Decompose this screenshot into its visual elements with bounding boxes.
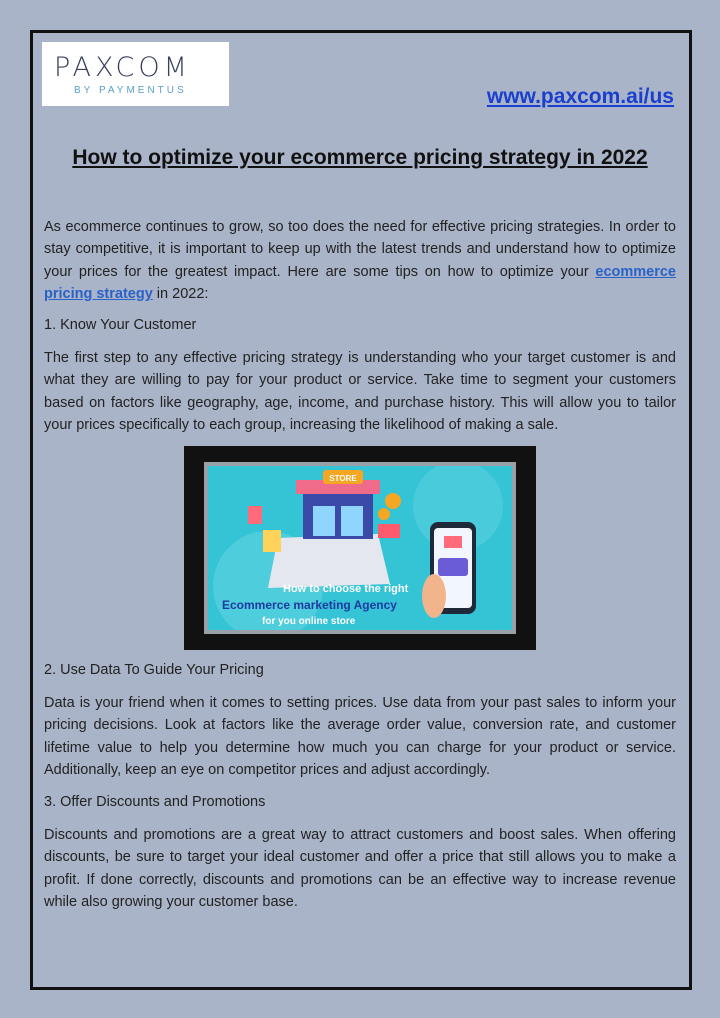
hand-shape <box>422 574 446 618</box>
section-2-body: Data is your friend when it comes to setting prices. Use data from your past sales to inform your pricing decisions. Look at factors like the average order value, conversion rate, and customer lifetime value to help you determine how much you can charge for your product or service. Additionally, keep an eye on competitor prices and adjust accordingly. <box>44 695 676 779</box>
cart-icon <box>444 536 462 548</box>
page-title: How to optimize your ecommerce pricing strategy in 2022 <box>72 146 648 169</box>
section-3-heading: 3. Offer Discounts and Promotions <box>44 794 266 810</box>
section-3-body: Discounts and promotions are a great way to attract customers and boost sales. When offering discounts, be sure to target your ideal customer and offer a price that still allows you to make a profit. If done correctly, discounts and promotions can be an effective way to increase revenue while also growing your customer base. <box>44 827 676 911</box>
website-link[interactable]: www.paxcom.ai/us <box>486 85 674 108</box>
store-floor-shape <box>268 534 390 588</box>
store-sign: STORE <box>329 474 357 483</box>
credit-card-icon <box>438 558 468 576</box>
image-caption-line-1: How to choose the right <box>283 583 409 595</box>
section-2-heading: 2. Use Data To Guide Your Pricing <box>44 662 264 678</box>
logo-main-text: PAXCOM <box>54 52 191 83</box>
image-caption-line-2: Ecommerce marketing Agency <box>222 598 397 612</box>
section-1-body: The first step to any effective pricing strategy is understanding who your target customer is and what they are willing to pay for your product or service. Take time to segment your customers based on factors like geography, age, income, and purchase history. This will allow you to tailor your prices specifically to each group, increasing the likelihood of making a sale. <box>44 350 676 434</box>
paxcom-logo[interactable] <box>42 42 229 106</box>
article-image <box>184 446 536 650</box>
section-1-heading: 1. Know Your Customer <box>44 317 197 333</box>
intro-paragraph <box>44 216 676 306</box>
shopping-bag-icon <box>263 530 281 552</box>
image-border <box>204 462 516 634</box>
intro-text-before: As ecommerce continues to grow, so too does the need for effective pricing strategies. In order to stay competitive, it is important to keep up with the latest trends and understand how to optimize your prices for the greatest impact. Here are some tips on how to optimize your <box>44 219 676 280</box>
intro-text-after: in 2022: <box>152 286 209 303</box>
chart-icon <box>378 524 400 538</box>
image-caption-line-3: for you online store <box>262 616 356 627</box>
store-illustration <box>208 466 512 630</box>
coin-icon <box>385 493 401 509</box>
ecommerce-pricing-strategy-link[interactable]: ecommerce pricing strategy <box>44 263 676 303</box>
image-illustration <box>208 466 512 630</box>
logo-sub-text: BY PAYMENTUS <box>74 85 187 96</box>
